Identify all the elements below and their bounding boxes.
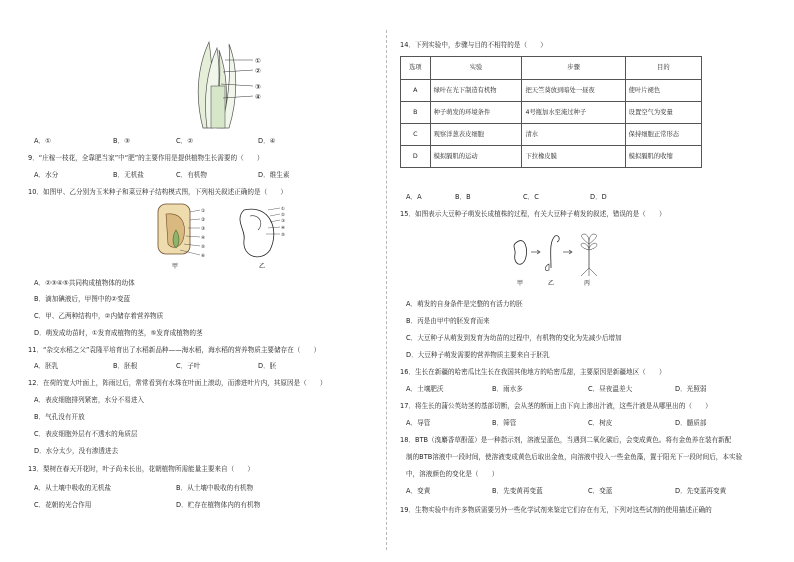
table-cell: 保持细胞正常形态 [625,124,701,146]
q15-option-c[interactable]: C．大豆种子从萌发到发育为幼苗的过程中，有机物的变化为先减少后增加 [406,334,622,342]
table-cell: D [401,146,431,168]
q17-option-c[interactable]: C．树皮 [588,419,613,427]
table-cell: 种子萌发的环境条件 [430,102,522,124]
table-cell: 模拟膈肌的收缩 [625,146,701,168]
seed-a-callout: ② [201,218,206,223]
left-column [28,0,373,562]
q14-option-b[interactable]: B．B [455,193,471,201]
seed-a-callout: ⑥ [201,254,206,259]
q16-stem: 16．生长在新疆的哈密瓜比生长在我国其他地方的哈密瓜甜，主要原因是新疆地区（ ） [400,368,666,376]
seed-a-callout: ⑤ [201,245,206,250]
q17-option-a[interactable]: A．导管 [406,419,431,427]
table-cell: 清水 [522,124,625,146]
seed-structure-figure [146,200,306,272]
q11-option-c[interactable]: C．子叶 [176,362,201,370]
q13-option-d[interactable]: D．贮存在植物体内的有机物 [176,501,261,509]
seed-b-callout: ④ [281,226,285,231]
q16-option-c[interactable]: C．昼夜温差大 [588,385,633,393]
q15-option-a[interactable]: A．萌发的自身条件是完整的有活力的胚 [406,300,523,308]
q10-option-c[interactable]: C．甲、乙两种结构中，②内储存着营养物质 [34,312,164,320]
fig-option-d[interactable]: D．④ [258,137,276,145]
q18-option-b[interactable]: B．先变黄再变蓝 [492,487,543,495]
seed-label-yi: 乙 [259,263,266,270]
table-row [401,146,702,168]
table-cell: 把天竺葵放到暗处一昼夜 [522,80,625,102]
table-row [401,102,702,124]
stage-label-jia: 甲 [517,280,524,287]
soybean-growth-figure [505,228,615,288]
q9-option-d[interactable]: D．维生素 [258,171,290,179]
table-header-cell: 目的 [625,57,701,80]
q16-option-b[interactable]: B．雨水多 [492,385,523,393]
fig-callout: ④ [255,93,261,101]
q10-option-a[interactable]: A．②③④⑤共同构成植物体的幼体 [34,279,135,287]
column-divider [386,30,387,550]
table-cell: 设置空气为变量 [625,102,701,124]
q11-stem: 11．“杂交水稻之父”袁隆平培育出了水稻新品种——海水稻，海水稻的营养物质主要储存在（ ） [28,346,321,354]
q17-stem: 17．将生长的蒲公英幼茎的基部切断，会从茎的断面上由下向上渗出汁液，这些汁液是从哪里出的（ ） [400,402,712,410]
stage-label-bing: 丙 [584,280,591,287]
q9-stem: 9．“庄稼一枝花，全靠肥当家”中“肥”的主要作用是提供植物生长需要的（ ） [28,154,264,162]
q14-stem: 14．下列实验中，步骤与目的不相符的是（ ） [400,41,547,49]
q13-option-c[interactable]: C．花朝的光合作用 [34,501,92,509]
q18-option-c[interactable]: C．变蓝 [588,487,613,495]
table-header-cell: 选项 [401,57,431,80]
q9-option-b[interactable]: B．无机盐 [113,171,144,179]
table-header-cell: 实验 [430,57,522,80]
q11-option-d[interactable]: D．胚 [258,362,277,370]
seed-a-callout: ① [201,209,206,214]
seed-b-callout: ① [281,207,285,212]
q14-option-d[interactable]: D．D [590,193,607,201]
q11-option-a[interactable]: A．胚乳 [34,362,59,370]
q12-option-b[interactable]: B．气孔没有开放 [34,413,85,421]
q13-option-b[interactable]: B．从土壤中吸收的有机物 [176,484,254,492]
table-cell: 观察洋葱表皮细胞 [430,124,522,146]
fig-callout: ③ [255,83,261,91]
q14-option-c[interactable]: C．C [523,193,539,201]
q16-option-a[interactable]: A．土壤肥沃 [406,385,444,393]
q10-stem: 10．如图甲、乙分别为玉米种子和菜豆种子结构模式图，下列相关叙述正确的是（ ） [28,188,287,196]
seed-b-callout: ③ [281,219,285,224]
q12-option-a[interactable]: A．表皮细胞排列紧密，水分不易进入 [34,396,145,404]
seed-a-callout: ③ [201,227,206,232]
table-cell: A [401,80,431,102]
q12-option-d[interactable]: D．水分太少，没有渗透进去 [34,447,119,455]
seed-a-callout: ④ [201,236,206,241]
q14-option-a[interactable]: A．A [406,193,422,201]
q9-option-c[interactable]: C．有机物 [176,171,207,179]
q9-option-a[interactable]: A．水分 [34,171,59,179]
q15-option-b[interactable]: B．丙是由甲中的胚发育而来 [406,317,490,325]
q14-table [400,56,702,168]
fig-option-a[interactable]: A．① [34,137,52,145]
q18-stem-line-3: 中，溶液颜色的变化是（ ） [406,470,499,478]
table-row [401,124,702,146]
q17-option-d[interactable]: D．髓质部 [675,419,707,427]
q10-option-b[interactable]: B．滴加碘液后，甲图中的②变蓝 [34,295,131,303]
seed-b-callout: ⑤ [281,233,285,238]
q10-option-d[interactable]: D．萌发成幼苗时，①发育成植物的茎，⑤发育成植物的茎 [34,329,203,337]
q12-stem: 12．在荷的宽大叶面上，阵雨过后，常常看到有水珠在叶面上滚动，而渗进叶片内，其原因是（ ） [28,379,327,387]
table-cell: C [401,124,431,146]
table-cell: B [401,102,431,124]
q19-stem: 19．生物实验中有许多物质需要另外一些化学试剂来鉴定它们存在有无，下列对这些试剂的使用描述正确的 [400,506,712,514]
q18-stem-line-2: 制的BTB溶液中一段时间，使溶液变成黄色后取出金鱼，向溶液中投入一些金鱼藻，置于阳光下一段时间后，本实验 [406,453,743,461]
seed-b-callout: ② [281,213,285,218]
fig-callout: ② [255,67,261,75]
q18-option-d[interactable]: D．先变蓝再变黄 [675,487,727,495]
q17-option-b[interactable]: B．筛管 [492,419,517,427]
table-cell: 模拟膈肌的运动 [430,146,522,168]
stage-label-yi: 乙 [548,280,555,287]
table-header-row [401,57,702,80]
q18-stem-line-1: 18．BTB（溴麝香草酚蓝）是一种指示剂，溶液呈蓝色，当遇到二氧化碳后，会变成黄色。将有金鱼养在装有新配 [400,436,732,444]
q12-option-c[interactable]: C．表皮细胞外层有不透水的角质层 [34,430,138,438]
q15-option-d[interactable]: D．大豆种子萌发需要的营养物质主要来自于胚乳 [406,351,550,359]
q13-option-a[interactable]: A．从土壤中吸收的无机盐 [34,484,112,492]
fig-callout: ① [255,57,261,65]
seed-label-jia: 甲 [172,263,179,270]
q18-option-a[interactable]: A．变黄 [406,487,431,495]
table-header-cell: 步骤 [522,57,625,80]
q16-option-d[interactable]: D．光照弱 [675,385,707,393]
table-row [401,80,702,102]
fig-option-c[interactable]: C．② [176,137,194,145]
q11-option-b[interactable]: B．胚根 [113,362,138,370]
q15-stem: 15．如图表示大豆种子萌发长成植株的过程，有关大豆种子萌发的叙述，错误的是（ ） [400,210,666,218]
q13-stem: 13．梨树在春天开花时，叶子尚未长出，花朝植物所需能量主要来自（ ） [28,465,254,473]
table-cell: 使叶片褪色 [625,80,701,102]
right-column [400,0,770,562]
leaf-bud-figure [173,38,293,130]
table-cell: 4号瓶加水至淹过种子 [522,102,625,124]
table-cell: 绿叶在光下制造有机物 [430,80,522,102]
fig-option-b[interactable]: B．③ [113,137,131,145]
table-cell: 下拉橡皮膜 [522,146,625,168]
